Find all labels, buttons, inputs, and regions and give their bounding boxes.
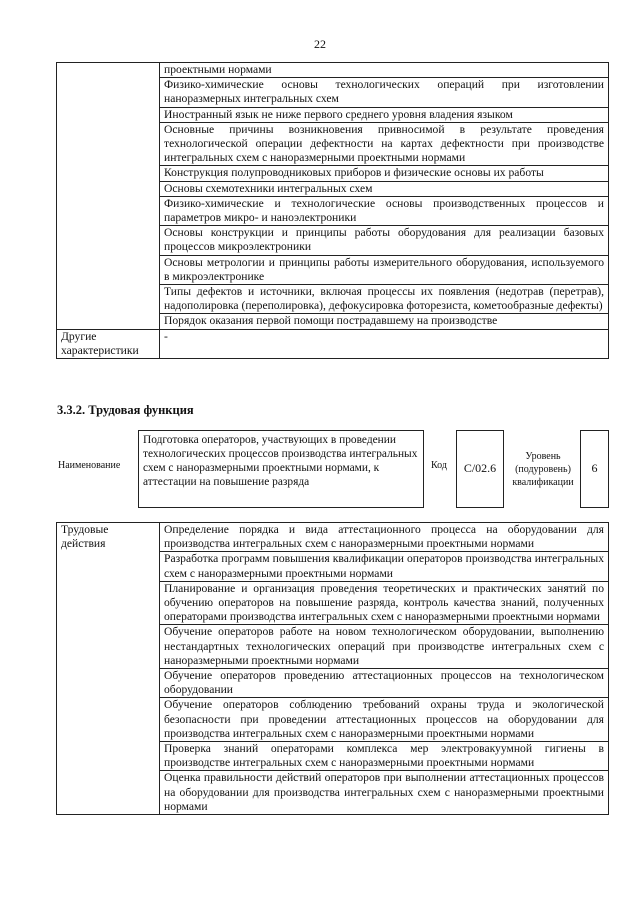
code-label: Код	[431, 460, 447, 471]
row-label-cell	[57, 63, 160, 330]
other-characteristics-label: Другие характеристики	[57, 329, 160, 358]
table-cell: Обучение операторов соблюдению требований охраны труда и экологической безопасности при проведении аттестационных процессов на оборудовании для производства интегральных схем с наноразмерными проектными нормами	[160, 698, 609, 742]
table-cell: Конструкция полупроводниковых приборов и физические основы их работы	[160, 166, 609, 181]
table-cell: проектными нормами	[160, 63, 609, 78]
section-title: 3.3.2. Трудовая функция	[57, 403, 194, 417]
knowledge-table	[56, 62, 609, 359]
table-cell: Основные причины возникновения привносимой в результате проведения технологической операции дефектности на картах дефектности при производстве интегральных схем с наноразмерными проектными нормами	[160, 122, 609, 166]
table-row	[57, 523, 609, 552]
table-cell: Планирование и организация проведения теоретических и практических занятий по обучению операторов на повышение разряда, контроль качества знаний, полученных операторами производства интегральных схем с наноразмерными проектными нормами	[160, 581, 609, 625]
function-code: C/02.6	[456, 430, 504, 508]
table-cell: Типы дефектов и источники, включая процессы их появления (недотрав (перетрав), надополировка (переполировка), дефокусировка фоторезиста, кометообразные дефекты)	[160, 285, 609, 314]
table-row	[57, 329, 609, 358]
table-cell: Оценка правильности действий операторов при выполнении аттестационных процессов на оборудовании для производства интегральных схем с наноразмерными проектными нормами	[160, 771, 609, 815]
table-cell: Разработка программ повышения квалификации операторов производства интегральных схем с наноразмерными проектными нормами	[160, 552, 609, 581]
table-cell: Проверка знаний операторами комплекса мер электровакуумной гигиены в производстве интегральных схем с наноразмерными проектными нормами	[160, 742, 609, 771]
table-cell: Определение порядка и вида аттестационного процесса на оборудовании для производства интегральных схем с наноразмерными проектными нормами	[160, 523, 609, 552]
function-name: Подготовка операторов, участвующих в проведении технологических процессов производства интегральных схем с наноразмерными проектными нормами, к аттестации на повышение разряда	[138, 430, 424, 508]
page-number: 22	[314, 37, 326, 51]
table-cell: Обучение операторов проведению аттестационных процессов на технологическом оборудовании	[160, 669, 609, 698]
table-cell: Физико-химические основы технологических операций при изготовлении наноразмерных интегральных схем	[160, 78, 609, 107]
function-level: 6	[580, 430, 609, 508]
other-characteristics-value: -	[160, 329, 609, 358]
level-label: Уровень (подуровень) квалификации	[512, 451, 574, 488]
table-cell: Основы метрологии и принципы работы измерительного оборудования, используемого в микроэлектронике	[160, 255, 609, 284]
table-row	[57, 63, 609, 78]
labor-actions-label: Трудовые действия	[57, 523, 160, 815]
table-cell: Порядок оказания первой помощи пострадавшему на производстве	[160, 314, 609, 329]
table-cell: Основы схемотехники интегральных схем	[160, 181, 609, 196]
labor-actions-table	[56, 522, 609, 815]
table-cell: Обучение операторов работе на новом технологическом оборудовании, выполнению нестандартных технологических операций при производстве интегральных схем с наноразмерными проектными нормами	[160, 625, 609, 669]
table-cell: Иностранный язык не ниже первого среднего уровня владения языком	[160, 107, 609, 122]
table-cell: Физико-химические и технологические основы производственных процессов и параметров микро- и наноэлектроники	[160, 196, 609, 225]
table-cell: Основы конструкции и принципы работы оборудования для реализации базовых процессов микроэлектроники	[160, 226, 609, 255]
name-label: Наименование	[58, 460, 121, 471]
